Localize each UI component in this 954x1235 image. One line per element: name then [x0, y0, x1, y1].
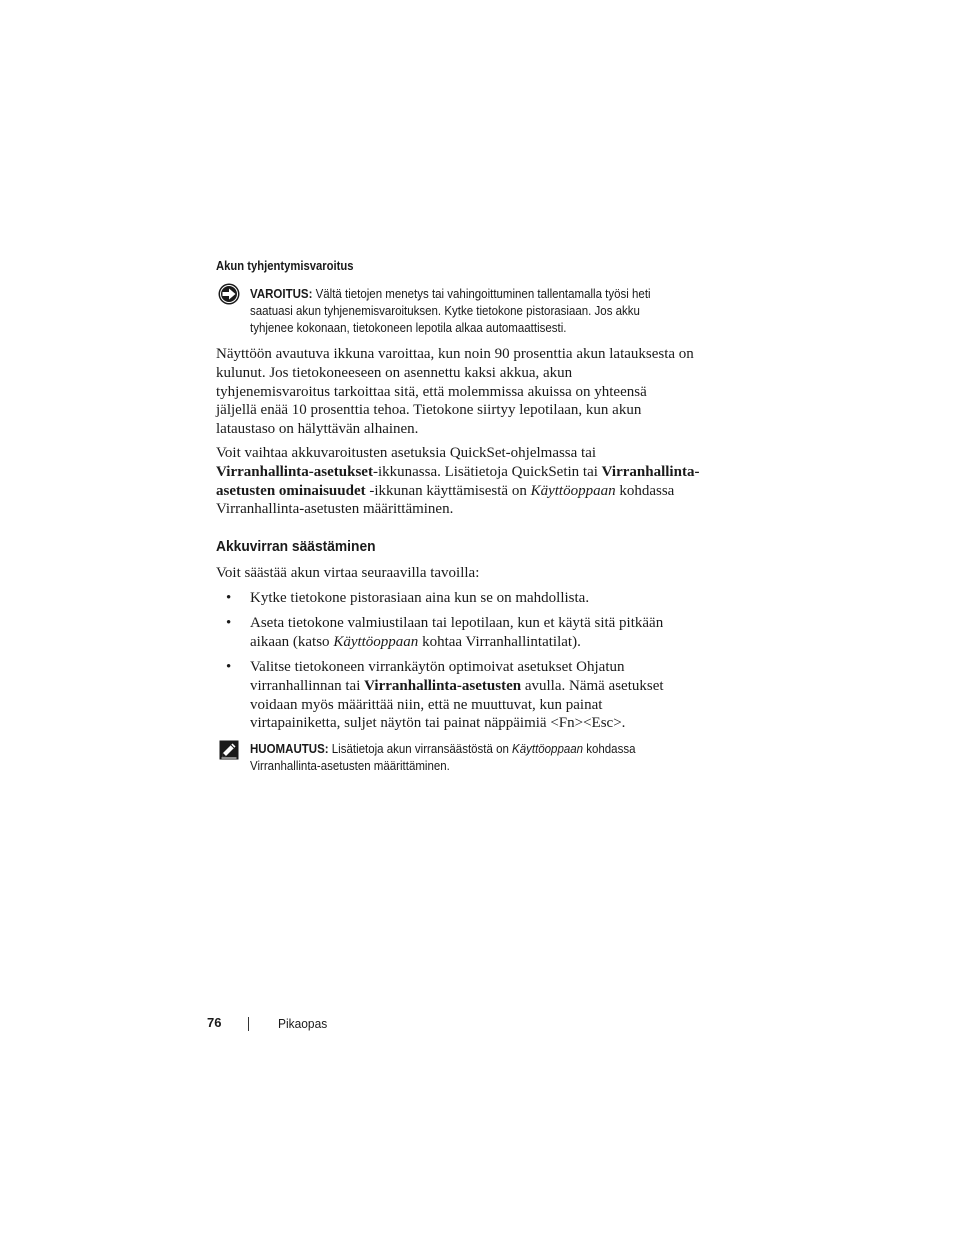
paragraph-intro: Voit säästää akun virtaa seuraavilla tavoilla: [216, 565, 480, 581]
p2-bold-term-3: asetusten ominaisuudet [216, 482, 366, 499]
warning-arrow-icon [218, 283, 240, 305]
p1-line-2: kulunut. Jos tietokoneeseen on asennettu kaksi akkua, akun [216, 364, 573, 381]
note-label: HUOMAUTUS: [250, 742, 329, 756]
list-item-text [250, 658, 720, 733]
p2-line-3-text: -ikkunan käyttämisestä on [365, 482, 531, 499]
bullet-icon: • [226, 590, 232, 606]
warning-line-2: saatuasi akun tyhjenemisvaroituksen. Kytke tietokone pistorasiaan. Jos akku [250, 304, 640, 318]
section-heading: Akkuvirran säästäminen [216, 538, 376, 555]
p2-line-3-end: kohdassa [615, 482, 675, 499]
note-italic-ref: Käyttöoppaan [512, 742, 584, 756]
b3-line-3: voidaan myös määrittää niin, että ne muuttuvat, kun painat [250, 696, 603, 713]
p2-line-3 [216, 482, 726, 501]
b2-line-2-text: aikaan (katso [250, 633, 334, 650]
b3-line-2 [250, 677, 720, 696]
b2-line-1: Aseta tietokone valmiustilaan tai lepotilaan, kun et käytä sitä pitkään [250, 615, 664, 631]
b2-line-2 [250, 633, 720, 652]
p1-line-4: jäljellä enää 10 prosenttia tehoa. Tietokone siirtyy lepotilaan, kun akun [216, 402, 642, 419]
b2-italic-ref: Käyttöoppaan [333, 633, 419, 650]
warning-label: VAROITUS: [250, 287, 313, 301]
warning-notice [250, 286, 682, 337]
paragraph-battery-warning [216, 345, 726, 439]
p1-line-5: lataustaso on hälyttävän alhainen. [216, 421, 419, 438]
p2-bold-term-2: Virranhallinta- [601, 463, 700, 480]
p2-italic-ref: Käyttöoppaan [530, 482, 616, 499]
b3-bold-term: Virranhallinta-asetusten [364, 677, 522, 694]
note-notice [250, 741, 682, 775]
p1-line-3: tyhjenemisvaroitus tarkoittaa sitä, että molemmissa akuissa on yhteensä [216, 383, 647, 400]
b3-line-4: virtapainiketta, suljet näytön tai painat näppäimiä <Fn><Esc>. [250, 715, 626, 732]
list-item-text [250, 614, 720, 652]
b3-line-2-end: avulla. Nämä asetukset [521, 677, 664, 694]
b3-line-2-text: virranhallinnan tai [250, 677, 365, 694]
warning-line-3: tyhjenee kokonaan, tietokoneen lepotila alkaa automaattisesti. [250, 321, 567, 335]
warning-line-1: Vältä tietojen menetys tai vahingoittuminen tallentamalla työsi heti [312, 287, 651, 301]
tips-list [216, 589, 726, 739]
note-pencil-icon [219, 740, 239, 760]
list-item-text: Kytke tietokone pistorasiaan aina kun se on mahdollista. [250, 590, 590, 606]
page-number: 76 [207, 1015, 222, 1030]
footer-title: Pikaopas [278, 1016, 328, 1031]
p2-line-2 [216, 463, 726, 482]
p2-line-1: Voit vaihtaa akkuvaroitusten asetuksia QuickSet-ohjelmassa tai [216, 445, 597, 461]
p2-line-4: Virranhallinta-asetusten määrittäminen. [216, 501, 454, 518]
bullet-icon: • [226, 615, 232, 631]
bullet-icon: • [226, 659, 232, 675]
b2-line-2-end: kohtaa Virranhallintatilat). [418, 633, 581, 650]
note-line-1-end: kohdassa [583, 742, 636, 756]
p1-line-1: Näyttöön avautuva ikkuna varoittaa, kun noin 90 prosenttia akun latauksesta on [216, 346, 694, 362]
note-line-1-text: Lisätietoja akun virransäästöstä on [328, 742, 513, 756]
note-line-2: Virranhallinta-asetusten määrittäminen. [250, 759, 450, 773]
paragraph-warning-settings [216, 444, 726, 519]
footer-separator [248, 1017, 249, 1031]
p2-line-2-text: -ikkunassa. Lisätietoja QuickSetin tai [372, 463, 602, 480]
section-subheading: Akun tyhjentymisvaroitus [216, 259, 354, 273]
p2-bold-term-1: Virranhallinta-asetukset [216, 463, 373, 480]
b3-line-1: Valitse tietokoneen virrankäytön optimoivat asetukset Ohjatun [250, 659, 625, 675]
